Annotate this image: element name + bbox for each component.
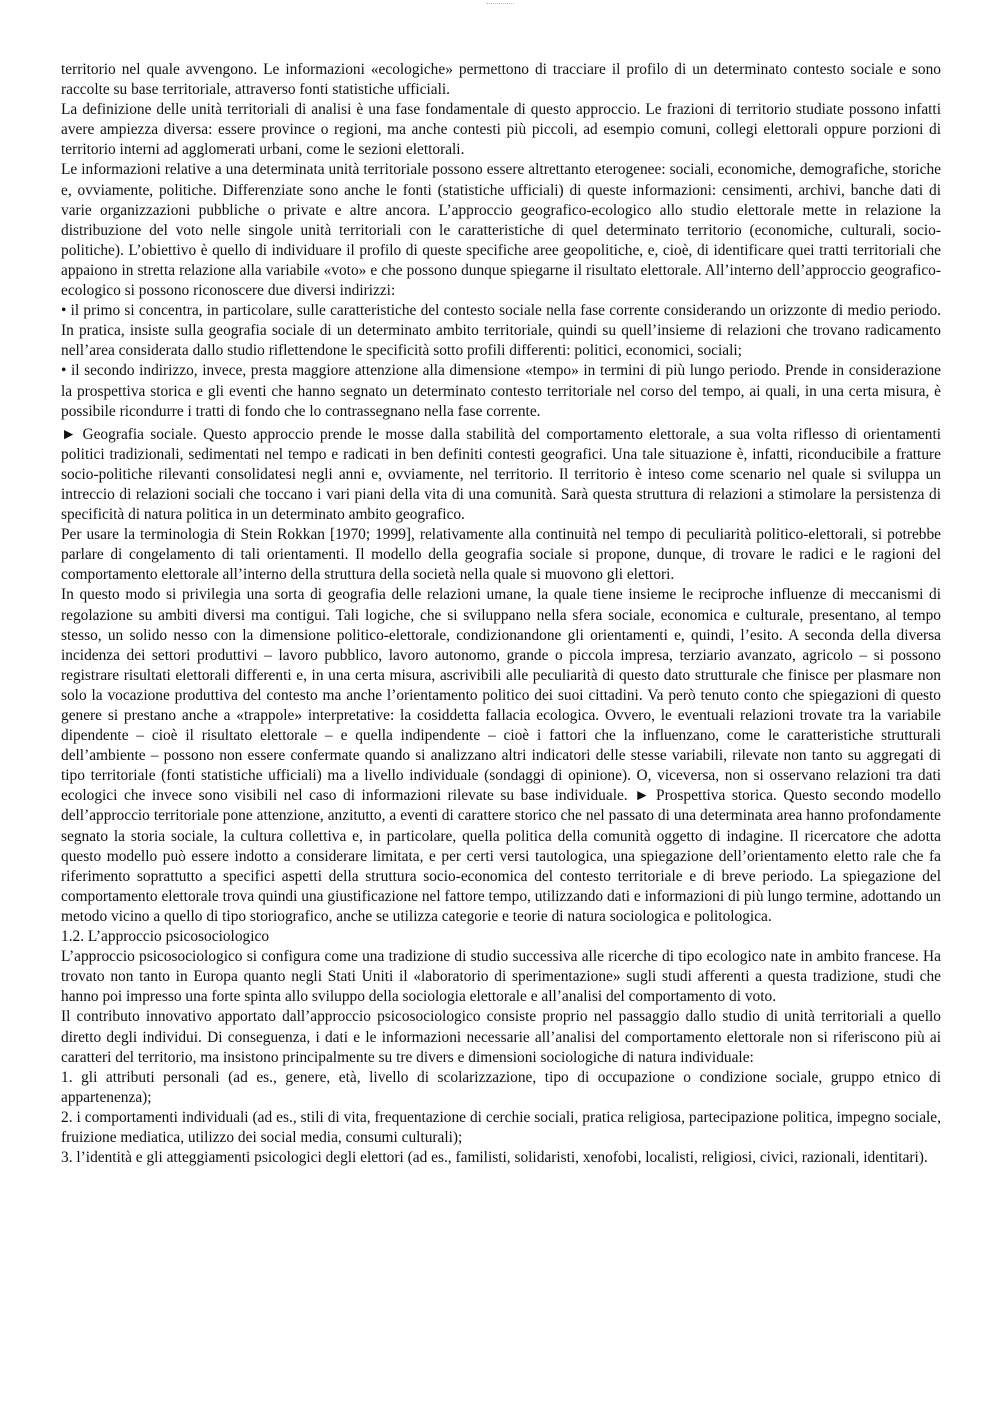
paragraph-territorio: territorio nel quale avvengono. Le informazioni «ecologiche» permettono di tracciare il profilo di un determinato contesto sociale e sono raccolte su base territoriale, attraverso fonti statistiche ufficiali. (61, 61, 941, 99)
list-item-attributi: 1. gli attributi personali (ad es., genere, età, livello di scolarizzazione, tipo di occupazione o condizione sociale, gruppo etnico di appartenenza); (61, 1068, 941, 1106)
paragraph-geografia-sociale: ► Geografia sociale. Questo approccio prende le mosse dalla stabilità del comportamento elettorale, a sua volta riflesso di orientamenti politici tradizionali, sedimentati nel tempo e radicati in ben definiti contesti geografici. Una tale situazione è, infatti, riconducibile a fratture socio-politiche rilevanti consolidatesi negli anni e, ovviamente, nel territorio. Il territorio è inteso come scenario nel quale si sviluppa un intreccio di relazioni sociali che toccano i vari piani della vita di una comunità. Sarà questa struttura di relazioni a stimolare la persistenza di specificità di natura politica in un determinato ambito geografico. (61, 425, 941, 524)
paragraph-informazioni: Le informazioni relative a una determinata unità territoriale possono essere altrettanto eterogenee: sociali, economiche, demografiche, storiche e, ovviamente, politiche. Differenziate sono anche le fonti (statistiche ufficiali) di queste informazioni: censimenti, archivi, banche dati di varie organizzazioni pubbliche o private e altre ancora. L’approccio geografico-ecologico allo studio elettorale mette in relazione la distribuzione del voto nelle singole unità territoriali con le caratteristiche di quel determinato territorio (economiche, culturali, socio-politiche). L’obiettivo è quello di individuare il profilo di queste specifiche aree geopolitiche, e, cioè, di identificare quei tratti territoriali che appaiono in stretta relazione alla variabile «voto» e che possono dunque spiegarne il risultato elettorale. All’interno dell’approccio geografico-ecologico si possono riconoscere due diversi indirizzi: (61, 161, 941, 300)
list-item-comportamenti: 2. i comportamenti individuali (ad es., stili di vita, frequentazione di cerchie sociali, pratica religiosa, partecipazione politica, impegno sociale, fruizione mediatica, utilizzo dei social media, consumi culturali); (61, 1108, 941, 1146)
page-header-mark (486, 3, 514, 8)
document-body (61, 60, 941, 1168)
list-item-primo-indirizzo: • il primo si concentra, in particolare, sulle caratteristiche del contesto sociale nella fase corrente considerando un orizzonte di medio periodo. In pratica, insiste sulla geografia sociale di un determinato ambito territoriale, quindi su quell’insieme di relazioni che trovano radicamento nell’area considerata dallo studio riflettendone le specificità sotto profili differenti: politici, economici, sociali; (61, 302, 941, 360)
paragraph-psicosociologico: L’approccio psicosociologico si configura come una tradizione di studio successiva alle ricerche di tipo ecologico nate in ambito francese. Ha trovato non tanto in Europa quanto negli Stati Uniti il «laboratorio di sperimentazione» sugli studi afferenti a questa tradizione, studi che hanno poi impresso una forte spinta allo sviluppo della sociologia elettorale e all’analisi del comportamento di voto. (61, 948, 941, 1006)
paragraph-relazioni-umane: In questo modo si privilegia una sorta di geografia delle relazioni umane, la quale tiene insieme le reciproche influenze di meccanismi di regolazione su ambiti diversi ma contigui. Tali logiche, che si sviluppano nella sfera sociale, economica e culturale, presentano, al tempo stesso, un solido nesso con la dimensione politico-elettorale, condizionandone gli orientamenti e, quindi, l’esito. A seconda della diversa incidenza dei settori produttivi – lavoro pubblico, lavoro autonomo, grande o piccola impresa, terziario avanzato, agricolo – si possono registrare risultati elettorali differenti e, in una certa misura, ascrivibili alle peculiarità di questo dato strutturale che finisce per plasmare non solo la vocazione produttiva del contesto ma anche l’orientamento politico dei suoi cittadini. Va però tenuto conto che spiegazioni di questo genere si prestano anche a «trappole» interpretative: la cosiddetta fallacia ecologica. Ovvero, le eventuali relazioni trovate tra la variabile dipendente – cioè il risultato elettorale – e quella indipendente – cioè i fattori che la influenzano, come le caratteristiche strutturali dell’ambiente – possono non essere confermate quando si analizzano altri indicatori delle stesse variabili, rilevate non tanto su aggregati di tipo territoriale (fonti statistiche ufficiali) ma a livello individuale (sondaggi di opinione). O, viceversa, non si osservano relazioni tra dati ecologici che invece sono visibili nel caso di informazioni rilevate su base individuale. ► Prospettiva storica. Questo secondo modello dell’approccio territoriale pone attenzione, anzitutto, a eventi di carattere storico che nel passato di una determinata area hanno profondamente segnato la storia sociale, la cultura collettiva e, in particolare, quella politica della comunità oggetto di indagine. Il ricercatore che adotta questo modello può essere indotto a considerare limitata, e per certi versi tautologica, una spiegazione dell’orientamento eletto rale che fa riferimento soprattutto a specifici aspetti della struttura socio-economica del contesto territoriale e di breve periodo. La spiegazione del comportamento elettorale trova quindi una giustificazione nel fattore tempo, utilizzando dati e informazioni di più lungo termine, adottando un metodo vicino a quello di tipo storiografico, anche se utilizza categorie e teorie di natura sociologica e politologica. (61, 586, 941, 925)
paragraph-unita-territoriali: La definizione delle unità territoriali di analisi è una fase fondamentale di questo approccio. Le frazioni di territorio studiate possono infatti avere ampiezza diversa: essere province o regioni, ma anche contesti più piccoli, ad esempio comuni, collegi elettorali oppure porzioni di territorio interni ad agglomerati urbani, come le sezioni elettorali. (61, 101, 941, 159)
paragraph-contributo: Il contributo innovativo apportato dall’approccio psicosociologico consiste proprio nel passaggio dallo studio di unità territoriali a quello diretto degli individui. Di conseguenza, i dati e le informazioni necessarie all’analisi del comportamento elettorale non si riferiscono più ai caratteri del territorio, ma insistono principalmente su tre divers e dimensioni sociologiche di natura individuale: (61, 1008, 941, 1066)
list-item-secondo-indirizzo: • il secondo indirizzo, invece, presta maggiore attenzione alla dimensione «tempo» in termini di più lungo periodo. Prende in considerazione la prospettiva storica e gli eventi che hanno segnato un determinato contesto territoriale nel corso del tempo, ai quali, in una certa misura, è possibile ricondurre i tratti di fondo che lo contrassegnano nella fase corrente. (61, 362, 941, 420)
section-heading: 1.2. L’approccio psicosociologico (61, 928, 270, 946)
paragraph-rokkan: Per usare la terminologia di Stein Rokkan [1970; 1999], relativamente alla continuità nel tempo di peculiarità politico-elettorali, si potrebbe parlare di congelamento di tali orientamenti. Il modello della geografia sociale si propone, dunque, di trovare le radici e le ragioni del comportamento elettorale all’interno della struttura della società nella quale si muovono gli elettori. (61, 526, 941, 584)
list-item-identita: 3. l’identità e gli atteggiamenti psicologici degli elettori (ad es., familisti, solidaristi, xenofobi, localisti, religiosi, civici, razionali, identitari). (61, 1149, 928, 1167)
